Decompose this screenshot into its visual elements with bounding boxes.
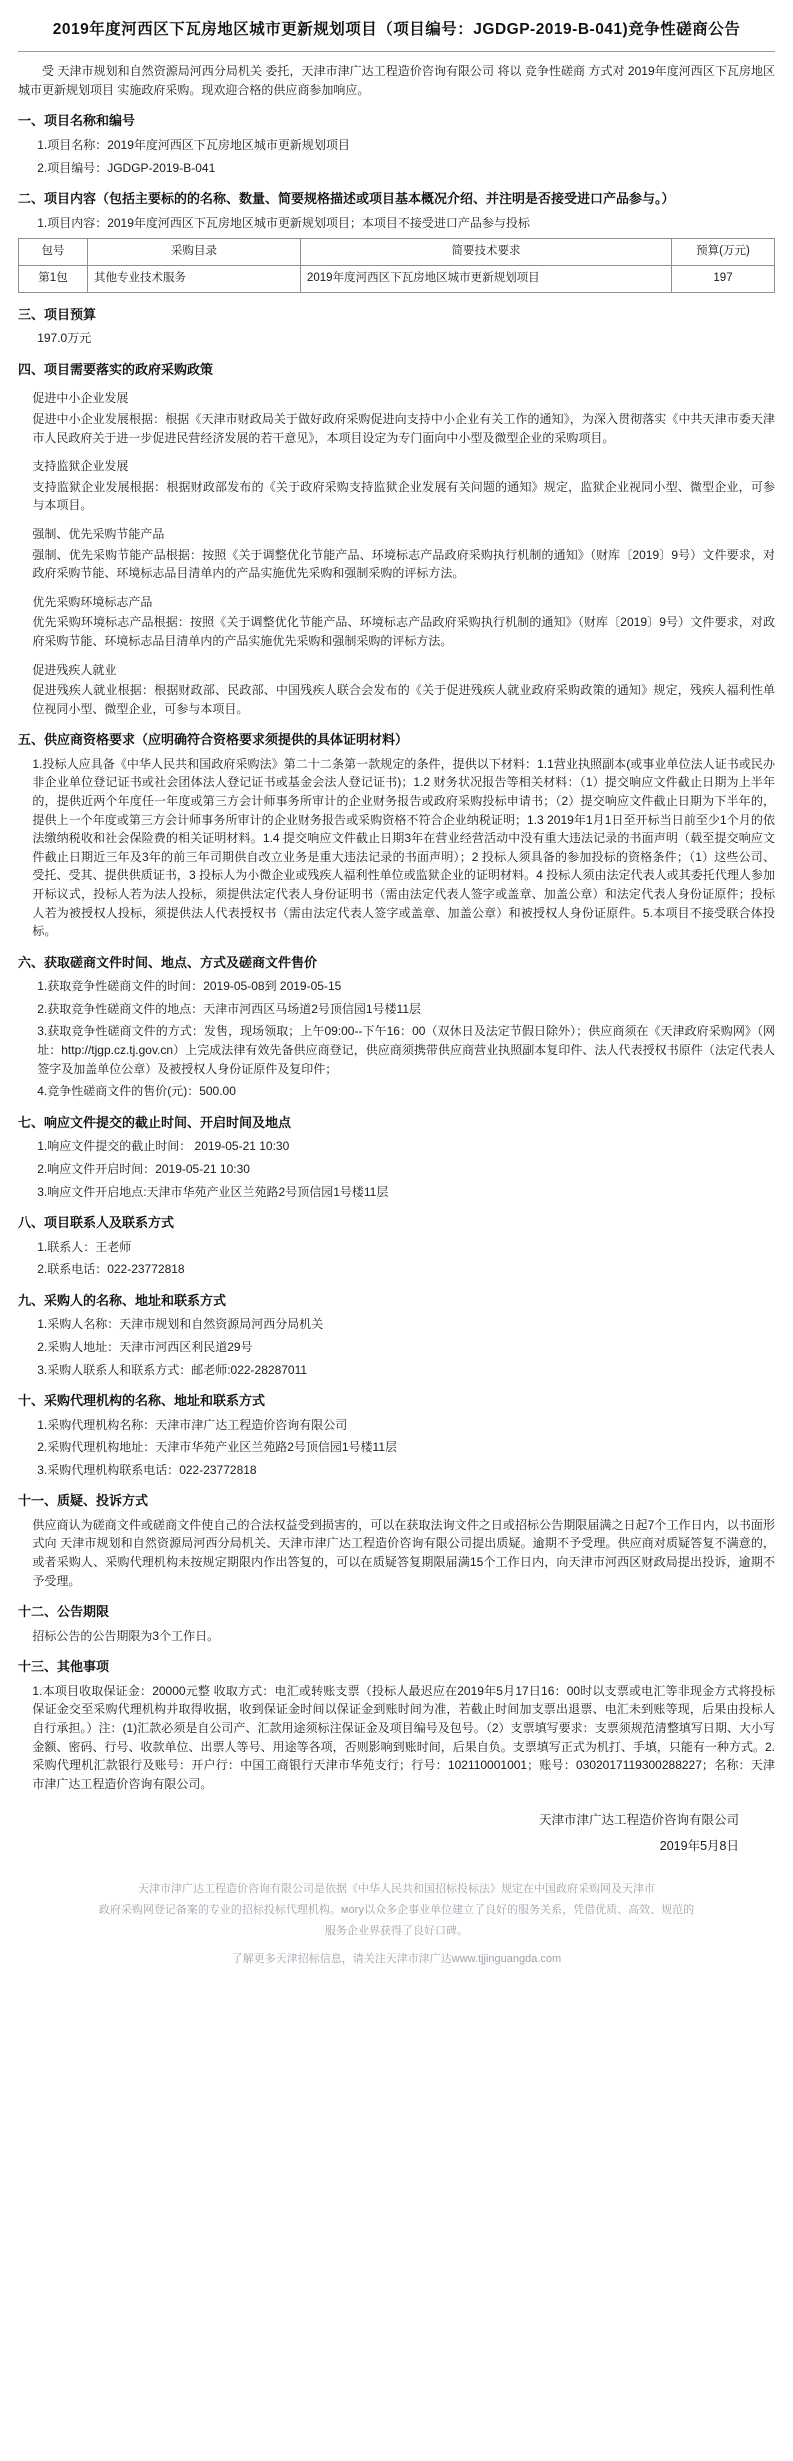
policy-2-body: 支持监狱企业发展根据：根据财政部发布的《关于政府采购支持监狱企业发展有关问题的通知》规定，监狱企业视同小型、微型企业，可参与本项目。 [32,479,775,513]
section-heading-6: 六、获取磋商文件时间、地点、方式及磋商文件售价 [18,954,318,970]
page-footer [18,1870,775,1973]
agency-name: 1.采购代理机构名称：天津市津广达工程造价咨询有限公司 [37,1417,348,1432]
section-1-line-1: 1.项目名称：2019年度河西区下瓦房地区城市更新规划项目 [37,137,350,152]
qualification-body: 1.投标人应具备《中华人民共和国政府采购法》第二十二条第一款规定的条件，提供以下材料：1.1营业执照副本(或事业单位法人证书或民办非企业单位登记证书或社会团体法人登记证书或基金会法人登记证书)；1.2 财务状况报告等相关材料：（1）提交响应文件截止日期为上半年的，提供近两个年度任一年度或第三方会计师事务所审计的企业财务报告或政府采购投标申请书；（2）提交响应文件截止日期为下半年的，提供上一个年度或第三方会计师事务所审计的企业财务报告或采购资格不符合企业纳税证明；1.3 2019年1月1日至开标当日前至少1个月的依法缴纳税收和社会保险费的相关证明材料。1.4 提交响应文件截止日期3年在营业经营活动中没有重大违法记录的书面声明（载至提交响应文件截止日期近三年及3年的前三年司期供自改立业务是重大违法记录的书面声明）；2 投标人须具备的参加投标的资格条件；（1）这些公司、受托、受其、提供供质证书，3 投标人为小微企业或残疾人福利性单位或监狱企业的证明材料。4 投标人须由法定代表人或其委托代理人参加开标议式，投标人若为法人投标，须提供法定代表人身份证明书（需由法定代表人签字或盖章、加盖公章）和法定代表人身份证原件；投标人若为被授权人投标，须提供法人代表授权书（需由法定代表人签字或盖章、加盖公章）和被授权人身份证原件。5.本项目不接受联合体投标。 [32,756,775,939]
table-col-spec: 简要技术要求 [301,239,672,266]
section-heading-4: 四、项目需要落实的政府采购政策 [18,361,214,377]
project-contact-phone: 2.联系电话：022-23772818 [37,1262,185,1277]
section-heading-2: 二、项目内容（包括主要标的的名称、数量、简要规格描述或项目基本概况介绍、并注明是否接受进口产品参与。） [18,191,675,207]
section-heading-13: 十三、其他事项 [18,1659,110,1675]
doc-acquire-place: 2.获取竞争性磋商文件的地点：天津市河西区马场道2号顶信园1号楼11层 [37,1001,422,1016]
submit-open-time: 2.响应文件开启时间：2019-05-21 10:30 [37,1161,250,1176]
procurement-table [18,238,775,293]
section-1-line-2: 2.项目编号：JGDGP-2019-B-041 [37,160,216,175]
table-cell-budget: 197 [672,266,775,293]
policy-1-title: 促进中小企业发展 [32,391,129,406]
policy-5-title: 促进残疾人就业 [32,662,117,677]
section-3-budget: 197.0万元 [37,331,92,346]
purchaser-contact: 3.采购人联系人和联系方式：邮老师:022-28287011 [37,1362,308,1377]
agency-address: 2.采购代理机构地址：天津市华苑产业区兰苑路2号顶信园1号楼11层 [37,1440,398,1455]
table-col-budget: 预算(万元) [672,239,775,266]
table-row [19,266,775,293]
policy-4-body: 优先采购环境标志产品根据：按照《关于调整优化节能产品、环境标志产品政府采购执行机制的通知》（财库〔2019〕9号）文件要求，对政府采购节能、环境标志品目清单内的产品实施优先采购和强制采购的评标方法。 [32,615,775,648]
notice-period-body: 招标公告的公告期限为3个工作日。 [32,1628,220,1643]
footer-line-2: 政府采购网登记备案的专业的招标投标代理机构。могу以众多企事业单位建立了良好的服务关系，凭借优质、高效、规范的 [98,1903,695,1916]
doc-price: 4.竞争性磋商文件的售价(元)：500.00 [37,1084,236,1099]
policy-3-body: 强制、优先采购节能产品根据：按照《关于调整优化节能产品、环境标志产品政府采购执行机制的通知》（财库〔2019〕9号）文件要求，对政府采购节能、环境标志品目清单内的产品实施优先采购和强制采购的评标方法。 [32,547,775,581]
purchaser-address: 2.采购人地址：天津市河西区利民道29号 [37,1339,253,1354]
section-heading-12: 十二、公告期限 [18,1604,110,1620]
complaint-body: 供应商认为磋商文件或磋商文件使自己的合法权益受到损害的，可以在获取法询文件之日或招标公告期限届满之日起7个工作日内，以书面形式向 天津市规划和自然资源局河西分局机关、天津市津广达工程造价咨询有限公司提出质疑。逾期不予受理。供应商对质疑答复不满意的，或者采购人、采购代理机构未按规定期限内作出答复的，可以在质疑答复期限届满15个工作日内，向天津市河西区财政局提出投诉，逾期不予受理。 [32,1517,775,1588]
signature-date: 2019年5月8日 [659,1838,739,1853]
submit-deadline: 1.响应文件提交的截止时间： 2019-05-21 10:30 [37,1139,290,1154]
table-header-row [19,239,775,266]
table-col-catalog: 采购目录 [88,239,301,266]
policy-4-title: 优先采购环境标志产品 [32,594,153,609]
table-cell-catalog: 其他专业技术服务 [88,266,301,293]
section-heading-3: 三、项目预算 [18,306,97,322]
footer-link[interactable]: 了解更多天津招标信息，请关注天津市津广达www.tjjinguangda.com [231,1953,562,1966]
section-heading-5: 五、供应商资格要求（应明确符合资格要求须提供的具体证明材料） [18,732,409,748]
doc-acquire-time: 1.获取竞争性磋商文件的时间：2019-05-08到 2019-05-15 [37,979,342,994]
page-title: 2019年度河西区下瓦房地区城市更新规划项目（项目编号：JGDGP-2019-B-041)竞争性磋商公告 [52,21,741,38]
doc-acquire-method: 3.获取竞争性磋商文件的方式：发售，现场领取；上午09:00--下午16：00（双休日及法定节假日除外）；供应商须在《天津政府采购网》（网址：http://tjgp.cz.tj.gov.cn）上完成法律有效先备供应商登记，供应商须携带供应商营业执照副本复印件、法人代表授权书原件（法定代表人签字及加盖单位公章）及被授权人身份证原件及复印件； [37,1024,775,1076]
purchaser-name: 1.采购人名称：天津市规划和自然资源局河西分局机关 [37,1317,324,1332]
table-cell-package: 第1包 [19,266,88,293]
policy-5-body: 促进残疾人就业根据：根据财政部、民政部、中国残疾人联合会发布的《关于促进残疾人就业政府采购政策的通知》规定，残疾人福利性单位视同小型、微型企业，可参与本项目。 [32,683,775,716]
others-body: 1.本项目收取保证金：20000元整 收取方式：电汇或转账支票（投标人最迟应在2019年5月17日16：00时以支票或电汇等非现金方式将投标保证金交至采购代理机构并取得收据，收到保证金时间以保证金到账时间为准，若截止时间加支票出退票、电汇未到账等现，后果由投标人自行承担。）注：(1)汇款必须是自公司产、汇款用途须标注保证金及项目编号及包号。（2）支票填写要求：支票须规范清整填写日期、大小写金额、密码、行号、收款单位、出票人等号、用途等各项，否则影响到账时间，后果自负。支票填写正式为机打、手填，只能有一种方式。2.采购代理机汇款银行及账号：开户行：中国工商银行天津市华苑支行；行号：102110001001；账号：0302017119300288227；名称：天津市津广达工程造价咨询有限公司。 [32,1683,775,1791]
policy-2-title: 支持监狱企业发展 [32,459,129,474]
agency-phone: 3.采购代理机构联系电话：022-23772818 [37,1462,257,1477]
title-divider [18,51,775,52]
intro-paragraph: 受 天津市规划和自然资源局河西分局机关 委托，天津市津广达工程造价咨询有限公司 将以 竞争性磋商 方式对 2019年度河西区下瓦房地区城市更新规划项目 实施政府采购。现欢迎合格的供应商参加响应。 [18,64,775,97]
section-heading-7: 七、响应文件提交的截止时间、开启时间及地点 [18,1114,292,1130]
submit-open-place: 3.响应文件开启地点:天津市华苑产业区兰苑路2号顶信园1号楼11层 [37,1184,389,1199]
policy-3-title: 强制、优先采购节能产品 [32,527,165,541]
table-col-package: 包号 [19,239,88,266]
table-cell-spec: 2019年度河西区下瓦房地区城市更新规划项目 [301,266,672,293]
footer-line-1: 天津市津广达工程造价咨询有限公司是依据《中华人民共和国招标投标法》规定在中国政府采购网及天津市 [138,1883,655,1896]
project-contact-name: 1.联系人：王老师 [37,1239,132,1254]
section-heading-10: 十、采购代理机构的名称、地址和联系方式 [18,1393,266,1409]
section-2-line-1: 1.项目内容：2019年度河西区下瓦房地区城市更新规划项目；本项目不接受进口产品参与投标 [37,215,530,230]
section-heading-1: 一、项目名称和编号 [18,113,136,129]
section-heading-9: 九、采购人的名称、地址和联系方式 [18,1292,227,1308]
footer-line-3: 服务企业界获得了良好口碑。 [325,1924,468,1937]
section-heading-11: 十一、质疑、投诉方式 [18,1493,149,1509]
policy-1-body: 促进中小企业发展根据：根据《天津市财政局关于做好政府采购促进向支持中小企业有关工作的通知》，为深入贯彻落实《中共天津市委天津市人民政府关于进一步促进民营经济发展的若干意见》，本项目设定为专门面向中小型及微型企业的采购项目。 [32,412,775,445]
signature-company: 天津市津广达工程造价咨询有限公司 [538,1813,739,1828]
section-heading-8: 八、项目联系人及联系方式 [18,1215,175,1231]
